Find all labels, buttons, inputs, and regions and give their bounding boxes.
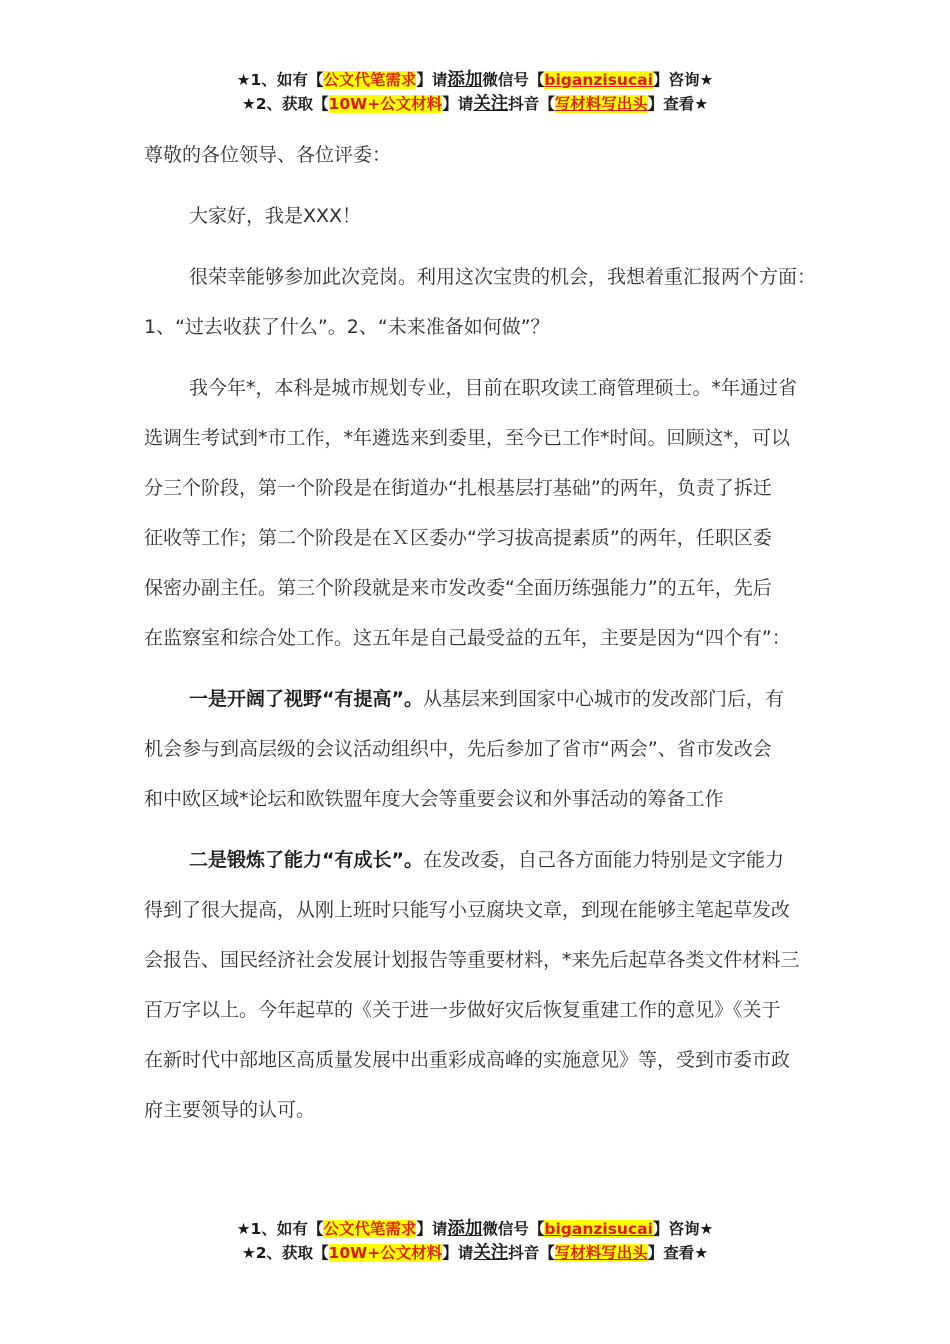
point-2-line: 府主要领导的认可。 [144, 1099, 316, 1121]
point-2-text: 在发改委，自己各方面能力特别是文字能力 [422, 849, 784, 871]
banner-text: 】咨询★ [652, 1220, 714, 1238]
bio-line: 我今年*，本科是城市规划专业，目前在职攻读工商管理硕士。*年通过省 [189, 377, 798, 399]
point-1-heading: 一是开阔了视野“有提高”。 [189, 688, 423, 710]
footer-banner [0, 1217, 950, 1265]
banner-line-2 [0, 92, 950, 116]
point-2-line: 会报告、国民经济社会发展计划报告等重要材料，*来先后起草各类文件材料三 [144, 949, 800, 971]
banner-highlight: 10W+公文材料 [328, 95, 443, 113]
banner-text: 抖音【 [508, 1244, 555, 1262]
document-body [144, 130, 824, 1135]
banner-emphasis: 添加 [447, 1219, 483, 1239]
banner-text: 微信号【 [482, 71, 545, 89]
wechat-id[interactable]: biganzisucai [544, 1220, 653, 1238]
banner-text: ★1、如有【 [236, 71, 324, 89]
banner-text: ★1、如有【 [236, 1220, 324, 1238]
bio-line: 征收等工作；第二个阶段是在Ｘ区委办“学习拔高提素质”的两年，任职区委 [144, 527, 772, 549]
douyin-account[interactable]: 写材料写出头 [554, 95, 648, 113]
banner-line-1 [0, 1217, 950, 1241]
point-2-line: 在新时代中部地区高质量发展中出重彩成高峰的实施意见》等，受到市委市政 [144, 1049, 791, 1071]
banner-text: 】查看★ [647, 95, 709, 113]
banner-emphasis: 关注 [473, 1243, 509, 1263]
point-1-line: 和中欧区域*论坛和欧铁盟年度大会等重要会议和外事活动的筹备工作 [144, 788, 724, 810]
intro-line: 很荣幸能够参加此次竞岗。利用这次宝贵的机会，我想着重汇报两个方面： [189, 266, 817, 288]
point-2-line [144, 835, 824, 885]
banner-text: 】请 [416, 71, 448, 89]
banner-text: 微信号【 [482, 1220, 545, 1238]
bio-line: 分三个阶段，第一个阶段是在街道办“扎根基层打基础”的两年，负责了拆迁 [144, 477, 772, 499]
point-1-line [144, 674, 824, 724]
bio-line: 选调生考试到*市工作，*年遴选来到委里，至今已工作*时间。回顾这*，可以 [144, 427, 791, 449]
salutation: 尊敬的各位领导、各位评委： [144, 144, 392, 166]
banner-text: 】请 [416, 1220, 448, 1238]
greeting: 大家好，我是XXX！ [189, 205, 362, 227]
banner-line-1 [0, 68, 950, 92]
banner-highlight: 10W+公文材料 [328, 1244, 443, 1262]
banner-line-2 [0, 1241, 950, 1265]
point-1-text: 从基层来到国家中心城市的发改部门后，有 [422, 688, 784, 710]
banner-text: 抖音【 [508, 95, 555, 113]
intro-line: 1、“过去收获了什么”。2、“未来准备如何做”？ [144, 316, 550, 338]
banner-emphasis: 添加 [447, 70, 483, 90]
douyin-account[interactable]: 写材料写出头 [554, 1244, 648, 1262]
banner-text: 】请 [442, 1244, 474, 1262]
point-2-line: 得到了很大提高，从刚上班时只能写小豆腐块文章，到现在能够主笔起草发改 [144, 899, 791, 921]
banner-emphasis: 关注 [473, 94, 509, 114]
bio-line: 在监察室和综合处工作。这五年是自己最受益的五年，主要是因为“四个有”： [144, 627, 791, 649]
banner-highlight: 公文代笔需求 [323, 1220, 417, 1238]
point-2-heading: 二是锻炼了能力“有成长”。 [189, 849, 423, 871]
banner-text: 】请 [442, 95, 474, 113]
banner-text: 】咨询★ [652, 71, 714, 89]
point-1-line: 机会参与到高层级的会议活动组织中，先后参加了省市“两会”、省市发改会 [144, 738, 772, 760]
banner-highlight: 公文代笔需求 [323, 71, 417, 89]
bio-line: 保密办副主任。第三个阶段就是来市发改委“全面历练强能力”的五年，先后 [144, 577, 772, 599]
point-2-line: 百万字以上。今年起草的《关于进一步做好灾后恢复重建工作的意见》《关于 [144, 999, 781, 1021]
header-banner [0, 68, 950, 116]
banner-text: ★2、获取【 [241, 95, 329, 113]
banner-text: ★2、获取【 [241, 1244, 329, 1262]
wechat-id[interactable]: biganzisucai [544, 71, 653, 89]
banner-text: 】查看★ [647, 1244, 709, 1262]
